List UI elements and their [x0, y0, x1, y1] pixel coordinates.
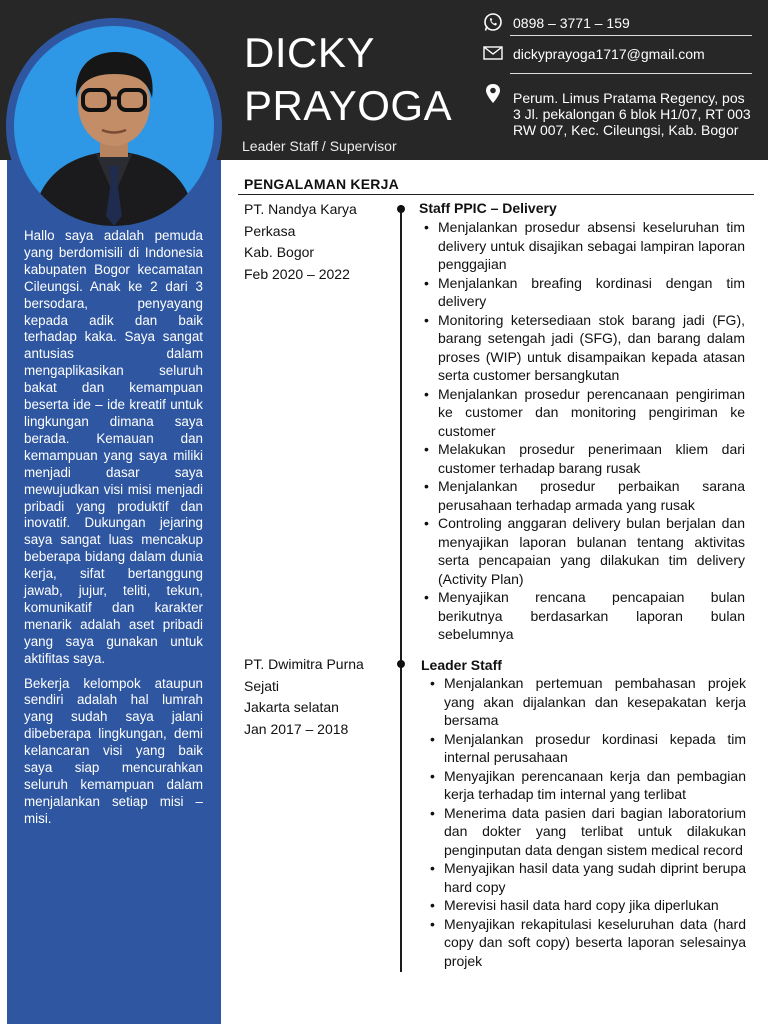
timeline-dot	[397, 660, 405, 668]
company-location: Jakarta selatan	[244, 699, 339, 715]
job-title: Staff PPIC – Delivery	[419, 200, 557, 216]
address-line: Perum. Limus Pratama Regency, pos	[513, 90, 745, 106]
timeline-dot	[397, 205, 405, 213]
company-name: Perkasa	[244, 222, 296, 239]
company-name: PT. Nandya Karya	[244, 201, 357, 217]
address-line: 3 Jl. pekalongan 6 blok H1/07, RT 003	[513, 106, 751, 122]
duty-item: • Menjalankan breafing kordinasi dengan tim delivery	[424, 274, 745, 311]
duty-item: • Menjalankan pertemuan pembahasan projek yang akan dijalankan dan kesepakatan kerja bersama	[430, 674, 746, 730]
duty-item: • Menjalankan prosedur perencanaan pengiriman ke customer dan monitoring pengiriman ke customer	[424, 385, 745, 441]
phone-number: 0898 – 3771 – 159	[513, 15, 630, 31]
address-line: RW 007, Kec. Cileungsi, Kab. Bogor	[513, 122, 739, 138]
duty-item: • Menjalankan prosedur perbaikan sarana perusahaan terhadap armada yang rusak	[424, 477, 745, 514]
company-location: Kab. Bogor	[244, 244, 315, 260]
location-pin-icon	[482, 82, 504, 104]
job-role: Leader Staff / Supervisor	[242, 138, 397, 154]
duty-item: • Menyajikan rencana pencapaian bulan berikutnya berdasarkan laporan bulan sebelumnya	[424, 588, 745, 644]
contact-divider	[510, 73, 752, 74]
bio-paragraph: Bekerja kelompok ataupun sendiri adalah hal lumrah yang sudah saya jalani dibeberapa lingkungan, demi kelancaran visi yang baik saya siap mencurahkan seluruh kemampuan dalam menjalankan setiap misi – misi.	[24, 675, 203, 826]
duty-item: • Menyajikan perencanaan kerja dan pembagian kerja terhadap tim internal yang terlibat	[430, 767, 746, 804]
bio-paragraph: Hallo saya adalah pemuda yang berdomisili di Indonesia kabupaten Bogor kecamatan Cileungsi. Anak ke 2 dari 3 bersodara, penyayang kepada adik dan baik terhadap kaka. Saya sangat antusias dalam mengaplikasikan seluruh bakat dan kemampuan beserta ide – ide kreatif untuk lingkungan dimana saya berada. Kemauan dan kemampuan yang saya miliki menjadi dasar saya mewujudkan visi misi menjadi pribadi yang produktif dan inovatif. Dukungan jejaring saya sangat luas mencakup beberapa bidang dalam dunia kerja, sifat bertanggung jawab, jujur, teliti, tekun, komunikatif dan karakter menarik adalah aset pribadi yang saya gunakan untuk aktifitas saya.	[24, 228, 203, 666]
duty-list	[424, 218, 745, 644]
candidate-name	[244, 26, 452, 132]
name-first: DICKY	[244, 29, 375, 76]
duty-item: • Melakukan prosedur penerimaan kliem dari customer terhadap barang rusak	[424, 440, 745, 477]
duty-item: • Controling anggaran delivery bulan berjalan dan menyajikan laporan bulanan tentang aktivitas serta pencapaian yang dilakukan tim delivery (Activity Plan)	[424, 514, 745, 588]
contact-divider	[510, 35, 752, 36]
duty-list	[430, 674, 746, 970]
section-divider	[238, 194, 754, 195]
address	[513, 90, 751, 138]
company-name: Sejati	[244, 677, 280, 694]
phone-icon	[482, 11, 504, 33]
timeline-line	[400, 205, 402, 972]
company-name: PT. Dwimitra Purna	[244, 656, 364, 672]
company-info	[244, 654, 364, 740]
duty-item: • Menyajikan hasil data yang sudah diprint berupa hard copy	[430, 859, 746, 896]
company-info	[244, 199, 357, 285]
employment-period: Jan 2017 – 2018	[244, 720, 349, 737]
employment-period: Feb 2020 – 2022	[244, 265, 350, 282]
email-address: dickyprayoga1717@gmail.com	[513, 46, 705, 62]
duty-item: • Menjalankan prosedur absensi keseluruhan tim delivery untuk disajikan sebagai lampiran laporan penggajian	[424, 218, 745, 274]
profile-photo	[14, 26, 214, 226]
duty-item: • Monitoring ketersediaan stok barang jadi (FG), barang setengah jadi (SFG), dan barang dalam proses (WIP) untuk disampaikan kepada atasan serta customer bersangkutan	[424, 311, 745, 385]
name-last: PRAYOGA	[244, 82, 453, 129]
bio-text	[24, 228, 203, 836]
duty-item: • Menerima data pasien dari bagian laboratorium dan dokter yang terlibat untuk dilakukan penginputan data dengan sistem medical record	[430, 804, 746, 860]
duty-item: • Menyajikan rekapitulasi keseluruhan data (hard copy dan soft copy) beserta laporan selesainya projek	[430, 915, 746, 971]
duty-item: • Menjalankan prosedur kordinasi kepada tim internal perusahaan	[430, 730, 746, 767]
duty-item: • Merevisi hasil data hard copy jika diperlukan	[430, 896, 746, 915]
section-title: PENGALAMAN KERJA	[244, 176, 399, 192]
envelope-icon	[482, 42, 504, 64]
job-title: Leader Staff	[421, 657, 502, 673]
